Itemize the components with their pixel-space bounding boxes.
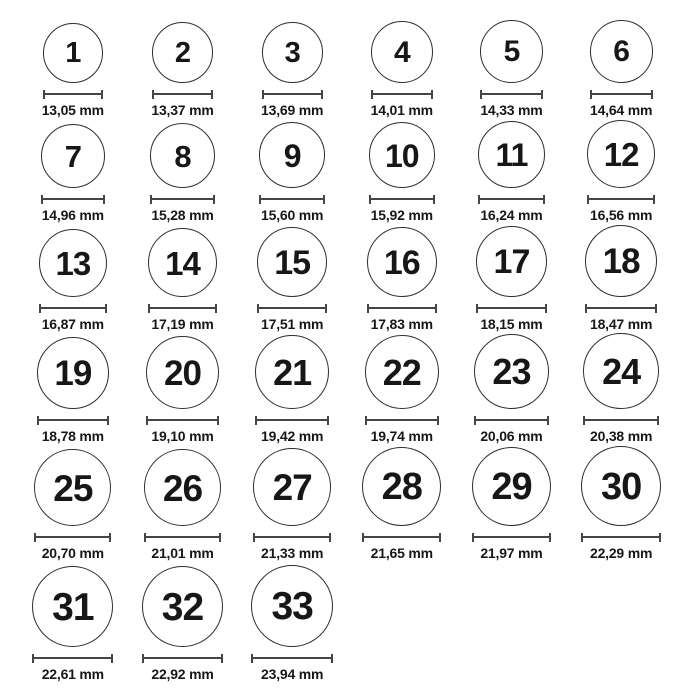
- ring-size-cell: [457, 334, 567, 444]
- diameter-ruler-line: [144, 657, 221, 659]
- diameter-ruler: [367, 304, 437, 313]
- ring-size-cell: [347, 227, 457, 332]
- ring-size-number: 30: [600, 465, 642, 508]
- diameter-label: 15,92 mm: [370, 206, 433, 223]
- diameter-ruler-line: [364, 536, 439, 538]
- ring-size-number: 18: [602, 242, 640, 282]
- diameter-label: 18,47 mm: [589, 315, 653, 332]
- ring-size-cell: [18, 566, 128, 682]
- diameter-label: 15,60 mm: [261, 206, 324, 223]
- ring-size-number: 13: [55, 245, 91, 283]
- diameter-ruler: [587, 195, 655, 204]
- ring-circle: [253, 448, 331, 526]
- diameter-label: 22,92 mm: [151, 665, 214, 682]
- ring-circle: [585, 225, 657, 297]
- diameter-ruler: [472, 533, 551, 542]
- ring-size-number: 20: [164, 353, 201, 393]
- ring-size-number: 26: [162, 467, 203, 509]
- ring-size-cell: [457, 447, 567, 561]
- diameter-ruler: [365, 416, 439, 425]
- ring-circle: [148, 228, 217, 297]
- ring-size-cell: [128, 22, 238, 118]
- diameter-ruler-line: [148, 419, 217, 421]
- diameter-ruler-line: [34, 657, 111, 659]
- diameter-ruler: [585, 304, 657, 313]
- diameter-ruler-line: [583, 536, 659, 538]
- ring-size-cell: [18, 449, 128, 561]
- ring-circle: [259, 122, 325, 188]
- ring-circle: [39, 229, 107, 297]
- ring-size-number: 7: [64, 139, 81, 175]
- ring-size-cell: [566, 120, 676, 223]
- diameter-ruler: [478, 195, 545, 204]
- ring-size-cell: [566, 20, 676, 118]
- diameter-label: 19,10 mm: [151, 427, 214, 444]
- ring-size-cell: [347, 335, 457, 444]
- diameter-ruler: [43, 90, 103, 99]
- ring-size-cell: [457, 121, 567, 223]
- diameter-label: 22,61 mm: [41, 665, 104, 682]
- ring-size-number: 4: [393, 35, 410, 69]
- diameter-ruler: [146, 416, 219, 425]
- ring-size-number: 17: [493, 243, 530, 282]
- diameter-ruler-line: [146, 536, 219, 538]
- ring-size-number: 9: [283, 137, 301, 174]
- diameter-label: 16,24 mm: [480, 206, 543, 223]
- ring-circle: [369, 122, 435, 188]
- diameter-ruler: [590, 90, 653, 99]
- ring-size-cell: [18, 229, 128, 332]
- diameter-label: 21,01 mm: [151, 544, 214, 561]
- diameter-ruler-line: [259, 307, 325, 309]
- diameter-ruler: [371, 90, 433, 99]
- diameter-ruler: [255, 416, 329, 425]
- diameter-label: 13,37 mm: [151, 101, 214, 118]
- ring-circle: [362, 447, 441, 526]
- diameter-label: 18,78 mm: [41, 427, 104, 444]
- diameter-label: 21,97 mm: [480, 544, 543, 561]
- ring-size-cell: [237, 448, 347, 561]
- ring-size-cell: [237, 565, 347, 682]
- ring-size-number: 33: [271, 585, 313, 629]
- ring-circle: [152, 22, 213, 83]
- ring-size-number: 22: [382, 351, 421, 393]
- diameter-ruler-line: [255, 536, 329, 538]
- ring-circle: [146, 336, 219, 409]
- ring-row: [18, 14, 676, 118]
- diameter-ruler: [150, 195, 215, 204]
- diameter-ruler: [34, 533, 111, 542]
- diameter-ruler: [474, 416, 549, 425]
- diameter-label: 14,33 mm: [480, 101, 543, 118]
- diameter-ruler: [142, 654, 223, 663]
- ring-size-number: 11: [495, 137, 528, 174]
- diameter-label: 20,38 mm: [589, 427, 653, 444]
- ring-row: [18, 223, 676, 332]
- ring-size-number: 28: [381, 466, 422, 509]
- diameter-label: 21,33 mm: [261, 544, 324, 561]
- ring-size-cell: [18, 337, 128, 444]
- diameter-ruler: [369, 195, 435, 204]
- diameter-ruler: [259, 195, 325, 204]
- diameter-ruler-line: [371, 198, 433, 200]
- diameter-ruler-line: [154, 93, 211, 95]
- ring-size-cell: [128, 123, 238, 223]
- ring-size-cell: [18, 124, 128, 223]
- ring-size-number: 3: [284, 36, 300, 69]
- ring-circle: [367, 227, 437, 297]
- diameter-label: 17,19 mm: [151, 315, 214, 332]
- ring-size-cell: [237, 22, 347, 118]
- diameter-ruler: [152, 90, 213, 99]
- ring-size-cell: [566, 446, 676, 561]
- diameter-ruler: [148, 304, 217, 313]
- diameter-label: 18,15 mm: [480, 315, 543, 332]
- diameter-ruler-line: [369, 307, 435, 309]
- diameter-ruler-line: [585, 419, 657, 421]
- ring-size-cell: [128, 336, 238, 444]
- ring-circle: [43, 23, 103, 83]
- ring-size-number: 1: [65, 37, 81, 70]
- diameter-ruler-line: [41, 307, 105, 309]
- ring-size-number: 19: [54, 354, 92, 394]
- ring-size-cell: [347, 21, 457, 118]
- diameter-ruler: [362, 533, 441, 542]
- diameter-ruler-line: [589, 198, 653, 200]
- ring-circle: [478, 121, 545, 188]
- ring-circle: [41, 124, 105, 188]
- ring-size-cell: [237, 227, 347, 332]
- ring-row: [18, 561, 676, 682]
- diameter-ruler-line: [373, 93, 431, 95]
- diameter-ruler-line: [261, 198, 323, 200]
- ring-size-number: 24: [602, 350, 641, 392]
- ring-row: [18, 118, 676, 223]
- ring-size-cell: [457, 226, 567, 332]
- diameter-ruler: [37, 416, 109, 425]
- ring-size-number: 6: [613, 35, 629, 69]
- diameter-ruler-line: [587, 307, 655, 309]
- ring-row: [18, 332, 676, 444]
- ring-size-cell: [18, 23, 128, 118]
- diameter-ruler-line: [257, 419, 327, 421]
- ring-size-number: 32: [161, 585, 204, 629]
- diameter-ruler: [480, 90, 543, 99]
- diameter-label: 14,96 mm: [41, 206, 104, 223]
- ring-size-cell: [347, 122, 457, 223]
- ring-size-number: 2: [174, 36, 191, 69]
- diameter-label: 19,42 mm: [261, 427, 324, 444]
- diameter-ruler: [583, 416, 659, 425]
- ring-size-number: 29: [491, 466, 532, 509]
- diameter-label: 20,70 mm: [41, 544, 104, 561]
- diameter-label: 16,56 mm: [589, 206, 653, 223]
- ring-size-number: 14: [165, 244, 200, 282]
- ring-circle: [255, 335, 329, 409]
- diameter-ruler-line: [39, 419, 107, 421]
- diameter-label: 17,51 mm: [261, 315, 324, 332]
- diameter-ruler-line: [476, 419, 547, 421]
- ring-size-number: 12: [603, 136, 639, 174]
- diameter-ruler-line: [482, 93, 541, 95]
- ring-size-cell: [128, 566, 238, 682]
- ring-circle: [371, 21, 433, 83]
- diameter-ruler: [39, 304, 107, 313]
- diameter-ruler: [32, 654, 113, 663]
- ring-circle: [480, 20, 543, 83]
- ring-circle: [365, 335, 439, 409]
- diameter-ruler-line: [592, 93, 651, 95]
- ring-size-number: 15: [274, 243, 311, 282]
- ring-size-cell: [347, 447, 457, 561]
- diameter-label: 15,28 mm: [151, 206, 214, 223]
- ring-circle: [32, 566, 113, 647]
- ring-size-number: 31: [52, 585, 94, 629]
- diameter-label: 21,65 mm: [370, 544, 433, 561]
- diameter-label: 17,83 mm: [370, 315, 433, 332]
- ring-size-number: 10: [385, 137, 419, 174]
- ring-circle: [142, 566, 223, 647]
- diameter-ruler-line: [474, 536, 549, 538]
- ring-circle: [474, 334, 549, 409]
- ring-circle: [583, 333, 659, 409]
- ring-size-cell: [237, 122, 347, 223]
- diameter-label: 13,05 mm: [41, 101, 104, 118]
- diameter-ruler-line: [253, 657, 331, 659]
- diameter-ruler: [257, 304, 327, 313]
- diameter-ruler-line: [478, 307, 545, 309]
- diameter-label: 23,94 mm: [261, 665, 324, 682]
- ring-size-cell: [128, 449, 238, 561]
- diameter-label: 22,29 mm: [589, 544, 653, 561]
- ring-size-cell: [566, 225, 676, 332]
- ring-circle: [587, 120, 655, 188]
- diameter-ruler-line: [43, 198, 103, 200]
- diameter-ruler-line: [264, 93, 321, 95]
- diameter-ruler: [253, 533, 331, 542]
- ring-circle: [257, 227, 327, 297]
- ring-size-number: 27: [272, 467, 312, 509]
- diameter-ruler: [251, 654, 333, 663]
- ring-size-cell: [237, 335, 347, 444]
- diameter-ruler-line: [367, 419, 437, 421]
- ring-size-number: 21: [273, 351, 312, 393]
- ring-size-cell: [128, 228, 238, 332]
- ring-circle: [144, 449, 221, 526]
- ring-circle: [472, 447, 551, 526]
- diameter-label: 13,69 mm: [261, 101, 324, 118]
- ring-circle: [34, 449, 111, 526]
- ring-size-number: 16: [383, 243, 420, 282]
- ring-size-number: 5: [503, 35, 520, 69]
- ring-size-number: 23: [492, 351, 531, 393]
- diameter-label: 14,64 mm: [589, 101, 653, 118]
- diameter-ruler: [581, 533, 661, 542]
- diameter-label: 16,87 mm: [41, 315, 104, 332]
- ring-size-number: 8: [174, 138, 191, 174]
- diameter-label: 20,06 mm: [480, 427, 543, 444]
- ring-circle: [590, 20, 653, 83]
- ring-size-cell: [566, 333, 676, 444]
- ring-circle: [476, 226, 547, 297]
- diameter-ruler: [476, 304, 547, 313]
- ring-row: [18, 444, 676, 561]
- diameter-ruler-line: [480, 198, 543, 200]
- diameter-ruler-line: [45, 93, 101, 95]
- diameter-ruler: [144, 533, 221, 542]
- ring-circle: [37, 337, 109, 409]
- diameter-ruler-line: [36, 536, 109, 538]
- ring-circle: [581, 446, 661, 526]
- ring-circle: [251, 565, 333, 647]
- diameter-ruler-line: [150, 307, 215, 309]
- diameter-label: 14,01 mm: [370, 101, 433, 118]
- diameter-ruler: [262, 90, 323, 99]
- diameter-ruler: [41, 195, 105, 204]
- ring-circle: [262, 22, 323, 83]
- ring-size-cell: [457, 20, 567, 118]
- ring-size-number: 25: [53, 467, 93, 509]
- ring-circle: [150, 123, 215, 188]
- diameter-ruler-line: [152, 198, 213, 200]
- diameter-label: 19,74 mm: [370, 427, 433, 444]
